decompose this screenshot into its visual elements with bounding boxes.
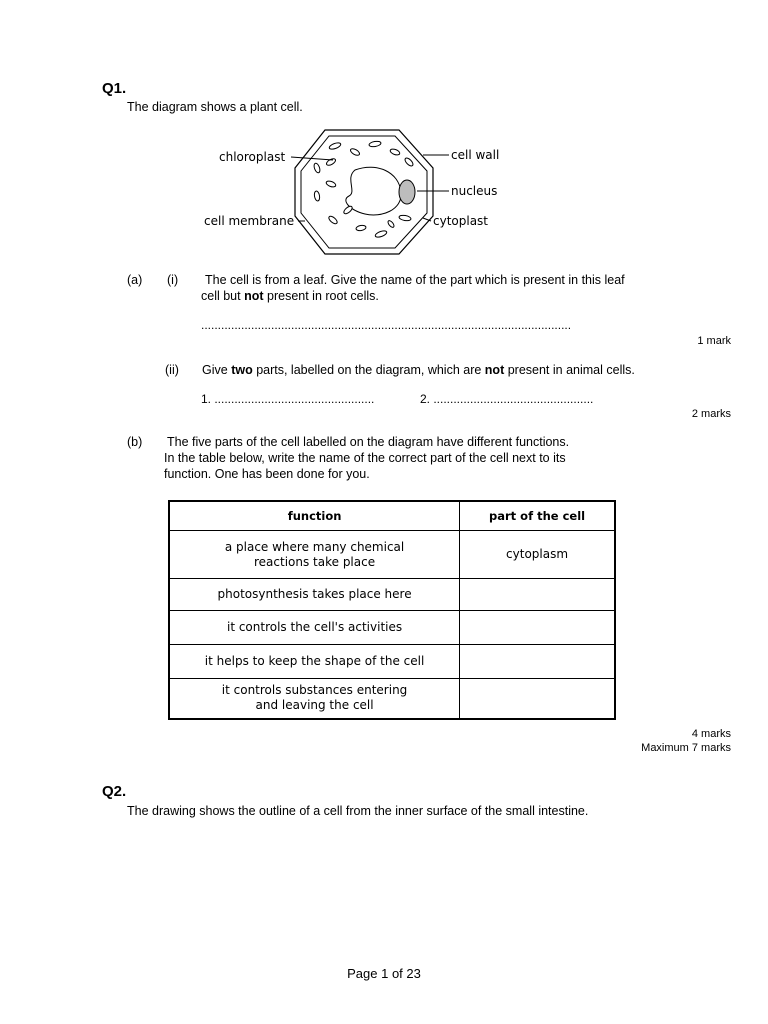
question-2-heading: Q2. xyxy=(102,783,127,800)
marks-b: 4 marks xyxy=(691,728,731,740)
header-function: function xyxy=(169,501,460,531)
function-text: reactions take place xyxy=(253,554,376,569)
part-a-ii-text xyxy=(202,362,635,378)
header-part: part of the cell xyxy=(460,501,615,531)
table-row xyxy=(169,579,615,611)
part-cell-answer[interactable] xyxy=(460,611,615,645)
label-nucleus: nucleus xyxy=(451,184,498,198)
table-row xyxy=(169,531,615,579)
label-cell-membrane: cell membrane xyxy=(204,214,295,228)
part-cell-answer[interactable] xyxy=(460,579,615,611)
page-number: Page 1 of 23 xyxy=(347,966,421,981)
part-a-i-line2-post: present in root cells. xyxy=(263,289,379,303)
marks-a-ii: 2 marks xyxy=(691,408,731,420)
part-a-i-line2-pre: cell but xyxy=(201,289,245,303)
plant-cell-diagram xyxy=(195,122,525,262)
question-2-intro: The drawing shows the outline of a cell from the inner surface of the small intestine. xyxy=(127,804,589,818)
question-1-intro: The diagram shows a plant cell. xyxy=(127,100,303,114)
answer-line-a-ii-2[interactable]: 2. ................................................ xyxy=(420,392,594,406)
part-a-ii-post: present in animal cells. xyxy=(504,363,635,377)
marks-a-i: 1 mark xyxy=(697,335,731,347)
part-cell-answer[interactable] xyxy=(460,645,615,679)
part-a-i-line2-bold: not xyxy=(244,289,264,303)
part-a-i-line2 xyxy=(201,288,379,304)
part-a-ii-pre: Give xyxy=(202,363,232,377)
part-a-ii-mid: parts, labelled on the diagram, which are xyxy=(252,363,485,377)
part-b-line2: In the table below, write the name of the correct part of the cell next to its xyxy=(164,451,566,465)
part-a-i-label: (i) xyxy=(167,273,179,287)
answer-line-a-i[interactable]: ............................................................................................................... xyxy=(201,318,572,332)
function-cell xyxy=(169,531,460,579)
function-cell: it helps to keep the shape of the cell xyxy=(169,645,460,679)
function-cell xyxy=(169,679,460,719)
function-table xyxy=(168,500,616,720)
answer-line-a-ii-1[interactable]: 1. ................................................ xyxy=(201,392,375,406)
part-a-ii-bold2: not xyxy=(484,363,505,377)
maximum-marks: Maximum 7 marks xyxy=(641,742,731,754)
table-row xyxy=(169,679,615,719)
part-a-i-line1: The cell is from a leaf. Give the name of the part which is present in this leaf xyxy=(205,273,625,287)
part-a-ii-bold1: two xyxy=(231,363,253,377)
part-a-ii-label: (ii) xyxy=(165,363,179,377)
label-chloroplast: chloroplast xyxy=(219,150,286,164)
function-text: and leaving the cell xyxy=(255,698,374,713)
table-header-row xyxy=(169,501,615,531)
function-text: a place where many chemical xyxy=(224,539,405,554)
question-1-heading: Q1. xyxy=(102,80,127,97)
nucleus-shape xyxy=(399,180,415,204)
part-b-line3: function. One has been done for you. xyxy=(164,467,370,481)
part-cell: cytoplasm xyxy=(460,531,615,579)
part-b-label: (b) xyxy=(127,435,143,449)
table-row xyxy=(169,611,615,645)
function-cell: it controls the cell's activities xyxy=(169,611,460,645)
table-row xyxy=(169,645,615,679)
part-cell-answer[interactable] xyxy=(460,679,615,719)
label-cell-wall: cell wall xyxy=(451,148,500,162)
part-a-label: (a) xyxy=(127,273,143,287)
function-cell: photosynthesis takes place here xyxy=(169,579,460,611)
part-b-line1: The five parts of the cell labelled on the diagram have different functions. xyxy=(167,435,570,449)
label-cytoplast: cytoplast xyxy=(433,214,489,228)
function-text: it controls substances entering xyxy=(221,683,408,698)
